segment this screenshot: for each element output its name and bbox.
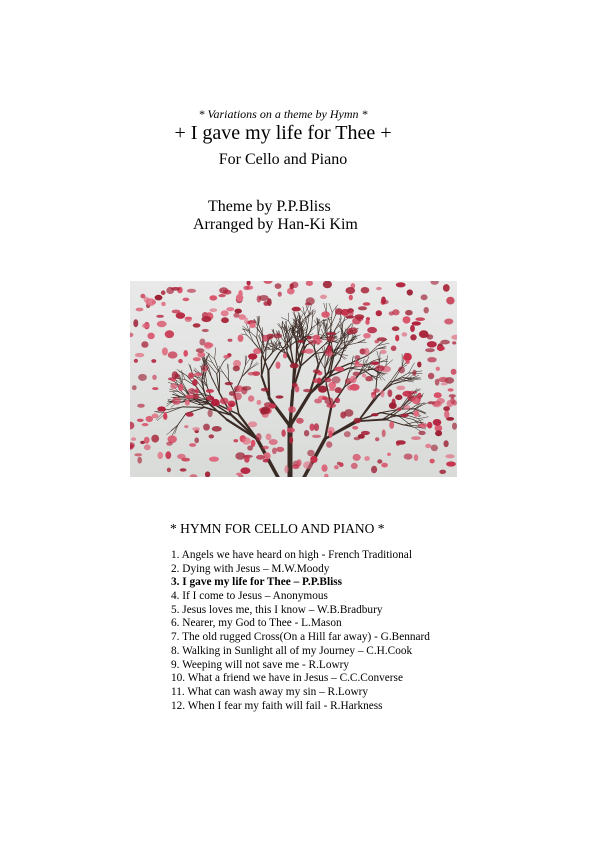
arranger-credit: Arranged by Han-Ki Kim xyxy=(193,216,358,233)
list-item: 1. Angels we have heard on high - French Traditional xyxy=(171,549,412,561)
list-item: 2. Dying with Jesus – M.W.Moody xyxy=(171,562,330,575)
list-item: 6. Nearer, my God to Thee - L.Mason xyxy=(171,617,342,630)
list-item: 11. What can wash away my sin – R.Lowry xyxy=(171,685,369,698)
subtitle: * Variations on a theme by Hymn * xyxy=(198,107,368,121)
list-heading: * HYMN FOR CELLO AND PIANO * xyxy=(170,521,385,536)
hymn-list xyxy=(171,549,430,713)
list-item: 7. The old rugged Cross(On a Hill far away) - G.Bennard xyxy=(171,631,430,644)
list-item: 5. Jesus loves me, this I know – W.B.Bradbury xyxy=(171,603,383,616)
theme-credit: Theme by P.P.Bliss xyxy=(208,198,331,215)
list-item: 9. Weeping will not save me - R.Lowry xyxy=(171,658,350,671)
tree-photo xyxy=(130,281,457,477)
page-title: + I gave my life for Thee + xyxy=(174,122,392,144)
instrumentation: For Cello and Piano xyxy=(218,151,348,168)
list-item: 10. What a friend we have in Jesus – C.C.Converse xyxy=(171,672,403,685)
list-item: 8. Walking in Sunlight all of my Journey – C.H.Cook xyxy=(171,644,413,657)
list-item: 12. When I fear my faith will fail - R.Harkness xyxy=(171,699,383,712)
list-item: 3. I gave my life for Thee – P.P.Bliss xyxy=(171,576,343,589)
list-item: 4. If I come to Jesus – Anonymous xyxy=(171,590,328,603)
